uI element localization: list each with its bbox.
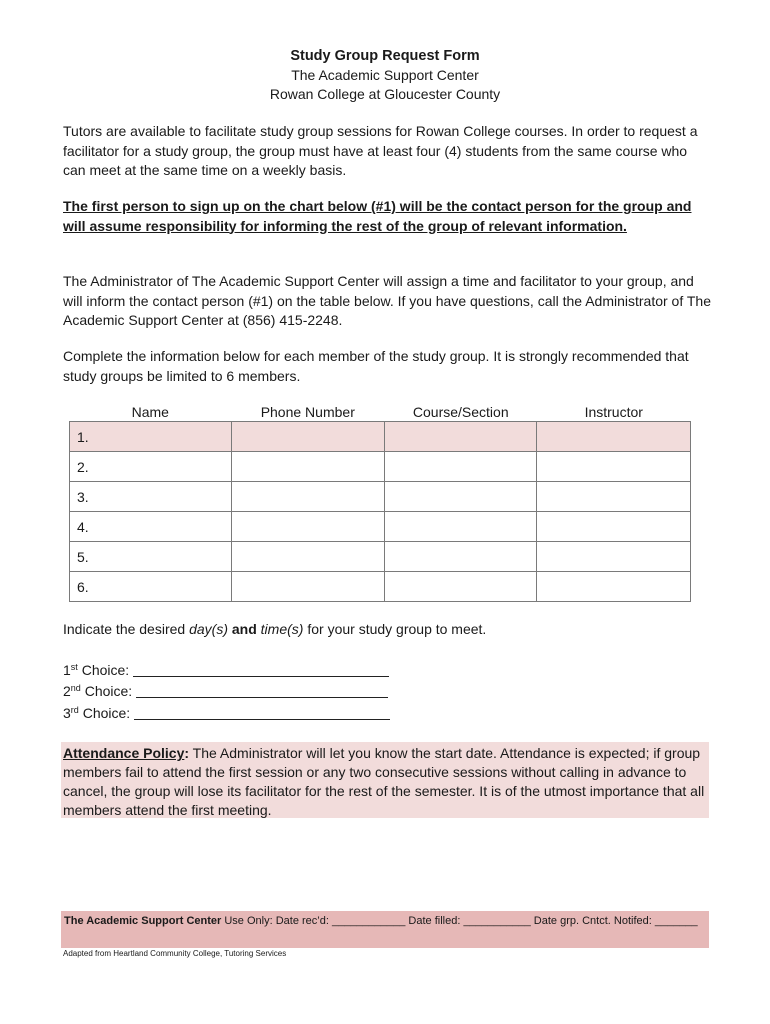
course-cell[interactable] <box>385 482 537 512</box>
second-choice-line: 2nd Choice: <box>63 678 388 701</box>
course-cell[interactable] <box>385 542 537 572</box>
form-title: Study Group Request Form <box>290 48 480 64</box>
course-cell[interactable] <box>385 572 537 602</box>
table-header-row <box>70 403 691 422</box>
name-cell[interactable]: 5. <box>70 542 232 572</box>
times-word: time(s) <box>260 621 304 637</box>
phone-cell[interactable] <box>231 542 384 572</box>
indicate-suffix: for your study group to meet. <box>303 621 487 637</box>
instructor-cell[interactable] <box>537 572 691 602</box>
first-choice-line: 1st Choice: <box>63 657 389 680</box>
name-cell[interactable]: 6. <box>70 572 232 602</box>
attendance-policy-text: The Administrator will let you know the start date. Attendance is expected; if group members fail to attend the first session or any two consecutive sessions without calling in advance to cancel, the group will lose its facilitator for the rest of the semester. It is of the utmost importance that all members attend the first meeting. <box>63 745 705 818</box>
attendance-policy-label: Attendance Policy <box>63 745 185 761</box>
phone-cell[interactable] <box>231 452 384 482</box>
third-choice-field[interactable] <box>134 705 390 720</box>
table-row <box>70 512 691 542</box>
table-row <box>70 422 691 452</box>
table-row <box>70 572 691 602</box>
contact-person-note: The first person to sign up on the chart below (#1) will be the contact person for the group and will assume responsibility for informing the rest of the group of relevant information. <box>63 198 692 234</box>
course-cell[interactable] <box>385 422 537 452</box>
table-row <box>70 542 691 572</box>
indicate-days-times <box>63 620 713 640</box>
administrator-paragraph: The Administrator of The Academic Support Center will assign a time and facilitator to your group, and will inform the contact person (#1) on the table below. If you have questions, call the Administrator of The Academic Support Center at (856) 415-2248. <box>63 273 711 328</box>
office-use-org: The Academic Support Center <box>64 915 222 927</box>
table-row <box>70 452 691 482</box>
days-word: day(s) <box>189 621 228 637</box>
form-header <box>0 47 770 104</box>
course-cell[interactable] <box>385 512 537 542</box>
members-table <box>69 403 691 602</box>
header-phone: Phone Number <box>260 404 355 420</box>
name-cell[interactable]: 2. <box>70 452 232 482</box>
instructor-cell[interactable] <box>537 512 691 542</box>
adaptation-credit: Adapted from Heartland Community College, Tutoring Services <box>63 949 287 958</box>
header-course: Course/Section <box>412 404 509 420</box>
name-cell[interactable]: 3. <box>70 482 232 512</box>
course-cell[interactable] <box>385 452 537 482</box>
intro-paragraph: Tutors are available to facilitate study group sessions for Rowan College courses. In order to request a facilitator for a study group, the group must have at least four (4) students from the same course who can meet at the same time on a weekly basis. <box>63 123 698 178</box>
instructor-cell[interactable] <box>537 452 691 482</box>
office-use-text: Use Only: Date rec’d: ____________ Date filled: ___________ Date grp. Cntct. Notifed: _______ <box>221 915 698 927</box>
table-row <box>70 482 691 512</box>
header-instructor: Instructor <box>584 404 643 420</box>
phone-cell[interactable] <box>231 572 384 602</box>
and-word: and <box>228 621 261 637</box>
indicate-prefix: Indicate the desired <box>63 621 190 637</box>
phone-cell[interactable] <box>231 512 384 542</box>
third-choice-line: 3rd Choice: <box>63 700 390 723</box>
center-name: The Academic Support Center <box>291 67 479 83</box>
instructor-cell[interactable] <box>537 422 691 452</box>
phone-cell[interactable] <box>231 422 384 452</box>
header-name: Name <box>131 404 169 420</box>
attendance-policy-box: Attendance Policy: The Administrator will let you know the start date. Attendance is expected; if group members fail to attend the first session or any two consecutive sessions without calling in advance to cancel, the group will lose its facilitator for the rest of the semester. It is of the utmost importance that all members attend the first meeting. <box>61 742 709 818</box>
college-name: Rowan College at Gloucester County <box>269 86 501 102</box>
instructor-cell[interactable] <box>537 482 691 512</box>
phone-cell[interactable] <box>231 482 384 512</box>
second-choice-field[interactable] <box>136 683 388 698</box>
name-cell[interactable]: 4. <box>70 512 232 542</box>
office-use-box <box>61 911 709 948</box>
name-cell[interactable]: 1. <box>70 422 232 452</box>
first-choice-field[interactable] <box>133 662 389 677</box>
instructor-cell[interactable] <box>537 542 691 572</box>
complete-info-paragraph: Complete the information below for each member of the study group. It is strongly recommended that study groups be limited to 6 members. <box>63 348 689 384</box>
